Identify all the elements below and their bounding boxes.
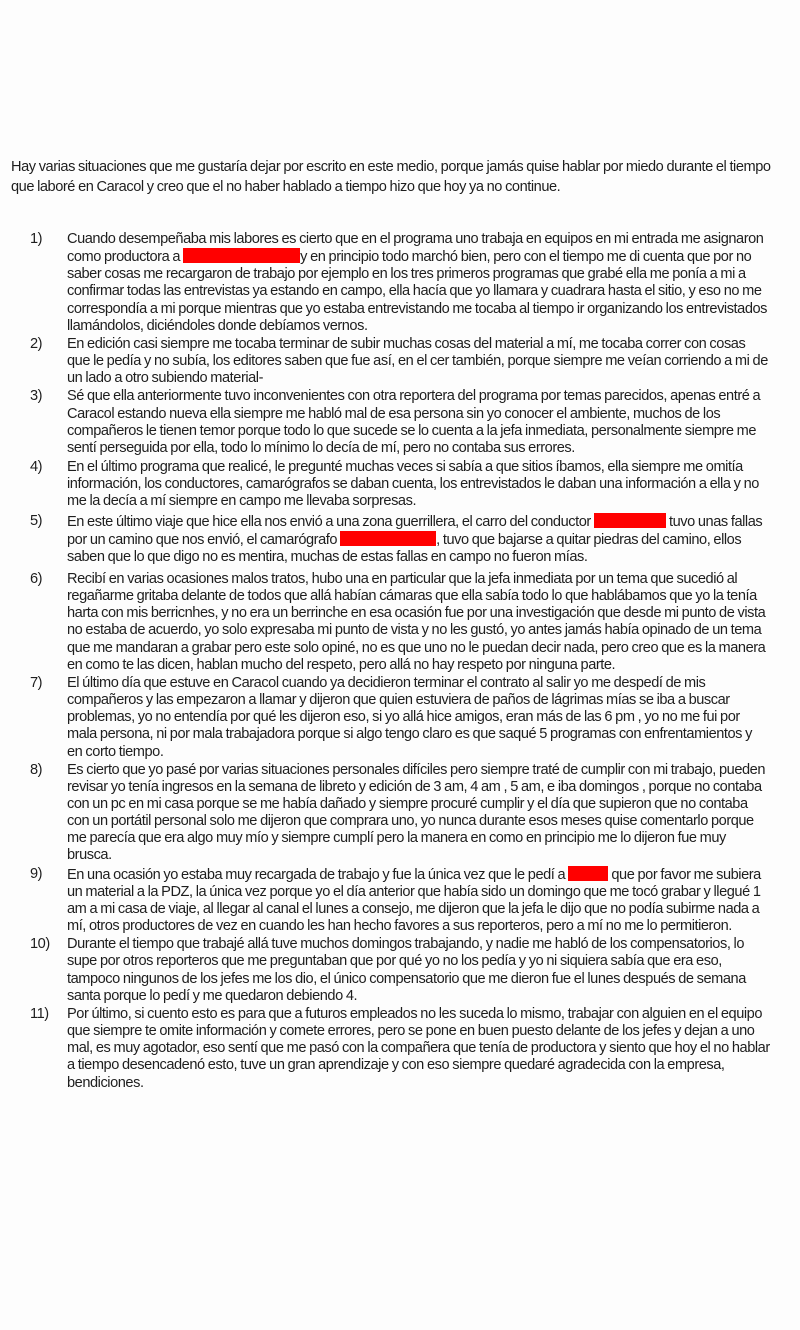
redaction-box (183, 248, 300, 263)
item-text: , tuvo que bajarse a quitar piedras del camino, ellos saben que lo que digo no es mentira, muchas de estas fallas en campo no fueron mías. (67, 531, 742, 565)
item-number: 7) (30, 674, 43, 691)
intro-paragraph: Hay varias situaciones que me gustaría dejar por escrito en este medio, porque jamás quise hablar por miedo durante el tiempo que laboré en Caracol y creo que el no haber hablado a tiempo hizo que hoy ya no continue. (11, 159, 771, 195)
item-number: 10) (30, 936, 50, 953)
item-text: En el último programa que realicé, le pregunté muchas veces si sabía a que sitios íbamos, ella siempre me omitía información, los conductores, camarógrafos se daban cuenta, los entrevistados le daban una información a ella y no me la decía a mí siempre en campo me llevaba sorpresas. (67, 459, 759, 510)
item-number: 11) (30, 1005, 49, 1022)
item-text: Sé que ella anteriormente tuvo inconvenientes con otra reportera del programa por temas parecidos, apenas entré a Caracol estando nueva ella siempre me habló mal de esa persona sin yo conocer el ambiente, muchos de los compañeros le tienen temor porque todo lo que sucede se lo cuenta a la jefa inmediata, personalmente siempre me sentí perseguida por ella, todo lo mínimo lo decía de mí, pero no contaba sus errores. (67, 388, 761, 456)
item-text: Durante el tiempo que trabajé allá tuve muchos domingos trabajando, y nadie me habló de los compensatorios, lo supe por otros reporteros que me preguntaban que por qué yo no los pedía y yo ni siquiera sabía que era eso, tampoco ningunos de los jefes me los dio, el único compensatorio que me dieron fue el lunes después de semana santa porque lo pedí y me quedaron debiendo 4. (67, 936, 746, 1004)
item-text: Es cierto que yo pasé por varias situaciones personales difíciles pero siempre traté de cumplir con mi trabajo, pueden revisar yo tenía ingresos en la semana de libreto y edición de 3 am, 4 am , 5 am, e iba domingos , porque no contaba con un pc en mi casa porque se me había dañado y siempre procuré cumplir y el día que supieron que no contaba con un portátil personal solo me dijeron que comprara uno, yo nunca durante esos meses quise comentarlo porque me parecía que era algo muy mío y siempre cumplí pero la manera en como en principio me lo dijeron fue muy brusca. (67, 761, 765, 864)
list-item-9 (30, 866, 770, 936)
item-number: 1) (30, 231, 43, 247)
list-item-3 (30, 388, 770, 457)
list-item-10 (30, 936, 770, 1005)
list-item-8 (30, 762, 770, 865)
redaction-box (568, 866, 608, 881)
list-item-1 (30, 231, 770, 335)
item-text: Recibí en varias ocasiones malos tratos, hubo una en particular que la jefa inmediata por un tema que sucedió al regañarme gritaba delante de todos que allá habían cámaras que ella sabía todo lo que hablábamos que yo la tenía harta con mis berricnhes, y no era un berrinche en esa ocasión fue por una investigación que desde mi punto de vista no estaba de acuerdo, yo solo expresaba mi punto de vista y no les gustó, yo antes jamás había opinado de un tema que me mandaran a grabar pero este solo opiné, no es que uno no le puedan decir nada, pero creo que es la manera en como te las dicen, hablan mucho del respeto, pero allá no hay respeto por ninguna parte. (67, 570, 766, 673)
list-item-5 (30, 513, 770, 566)
item-text: En este último viaje que hice ella nos envió a una zona guerrillera, el carro del conductor (67, 513, 594, 530)
list-item-7 (30, 675, 770, 761)
list-item-4 (30, 459, 770, 510)
redaction-box (340, 531, 436, 546)
item-number: 4) (30, 459, 43, 476)
redaction-box (594, 513, 666, 528)
item-text: y en principio todo marchó bien, pero con el tiempo me di cuenta que por no saber cosas me recargaron de trabajo por ejemplo en los tres primeros programas que grabé ella me ponía a mi a confirmar todas las entrevistas ya estando en campo, ella hacía que yo llamara y cuadrara hasta el sitio, y eso no me correspondía a mi porque mientras que yo estaba entrevistando me tocaba al tiempo ir organizando los entrevistados llamándolos, diciéndoles donde debíamos vernos. (67, 249, 768, 334)
list-item-6 (30, 571, 770, 674)
item-number: 5) (30, 512, 43, 529)
numbered-list (30, 231, 770, 1092)
item-number: 6) (30, 570, 43, 587)
item-text: En edición casi siempre me tocaba terminar de subir muchas cosas del material a mí, me tocaba correr con cosas que le pedía y no subía, los editores saben que fue así, en el cer también, porque siempre me veían corriendo a mi de un lado a otro subiendo material- (67, 335, 768, 387)
item-text: Cuando desempeñaba mis labores es cierto que en el programa uno trabaja en equipos en mi entrada me asignaron como productora a (67, 231, 764, 266)
item-text: Por último, si cuento esto es para que a futuros empleados no les suceda lo mismo, trabajar con alguien en el equipo que siempre te omite información y comete errores, pero se pone en buen puesto delante de los jefes y dejan a uno mal, es muy agotador, eso sentí que me pasó con la compañera que tenía de productora y siento que hoy el no hablar a tiempo desencadenó esto, tuve un gran aprendizaje y con eso siempre quedaré agradecida con la empresa, bendiciones. (67, 1005, 770, 1091)
item-text: En una ocasión yo estaba muy recargada de trabajo y fue la única vez que le pedí a (67, 866, 569, 883)
list-item-11 (30, 1006, 770, 1092)
item-text: El último día que estuve en Caracol cuando ya decidieron terminar el contrato al salir yo me despedí de mis compañeros y las empezaron a llamar y dijeron que quien estuviera de paños de lágrimas mías se iba a buscar problemas, yo no entendía por qué les dijeron eso, si yo allá hice amigos, eran más de las 6 pm , yo no me fui por mala persona, ni por mala trabajadora porque si algo tengo claro es que saqué 5 programas con enfrentamientos y en corto tiempo. (67, 674, 752, 760)
item-text: que por favor me subiera un material a la PDZ, la única vez porque yo el día anterior que había sido un domingo que me tocó grabar y llegué 1 am a mi casa de viaje, al llegar al canal el lunes a consejo, me dijeron que la jefa le dijo que no podía subirme nada a mí, otros productores de vez en cuando les han hecho favores a sus reporteros, pero a mí no me lo permitieron. (67, 866, 761, 935)
item-number: 8) (30, 761, 43, 778)
item-number: 2) (30, 335, 43, 352)
item-number: 3) (30, 388, 43, 405)
item-text: tuvo unas fallas por un camino que nos envió, el camarógrafo (67, 513, 763, 548)
item-number: 9) (30, 865, 43, 882)
list-item-2 (30, 336, 770, 387)
